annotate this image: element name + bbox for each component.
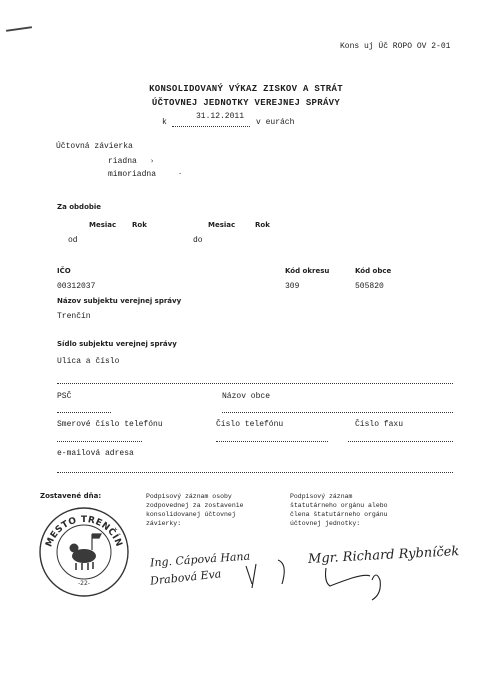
date-dotted-line [172, 126, 250, 127]
checkbox-regular: › [150, 157, 155, 165]
period-label: Za obdobie [57, 203, 102, 211]
date-value: 31.12.2011 [196, 112, 245, 121]
closing-regular: riadna [108, 157, 137, 166]
period-from: od [68, 236, 78, 245]
town-dotted-line [222, 412, 453, 413]
closing-label: Účtovná závierka [56, 142, 133, 151]
period-year-to: Rok [255, 221, 270, 229]
form-code: Kons uj Úč ROPO OV 2-01 [340, 42, 451, 51]
compiled-label: Zostavené dňa: [40, 492, 102, 500]
district-code-label: Kód okresu [285, 267, 330, 275]
statutory-body-label: Podpisový záznam štatutárneho orgánu alebo člena štatutárneho orgánu účtovnej jednotky: [290, 493, 388, 527]
phone-label: Číslo telefónu [216, 420, 284, 429]
area-code-dotted-line [57, 441, 142, 442]
closing-extraordinary: mimoriadna [108, 170, 157, 179]
period-month-to: Mesiac [208, 221, 236, 229]
official-stamp [36, 504, 132, 600]
period-year-from: Rok [132, 221, 147, 229]
psc-dotted-line [57, 412, 111, 413]
municipality-code-label: Kód obce [355, 267, 392, 275]
stamp-number: -22- [78, 580, 90, 587]
district-code-value: 309 [285, 282, 300, 291]
signature-drab: Drabová Eva [149, 567, 222, 588]
svg-text:MESTO TRENČÍN [44, 515, 123, 548]
psc-label: PSČ [57, 392, 72, 401]
ico-label: IČO [57, 267, 71, 275]
stamp-text: MESTO TRENČÍN [44, 514, 124, 549]
street-dotted-line [57, 383, 453, 384]
date-prefix: k [162, 118, 167, 127]
period-month-from: Mesiac [89, 221, 117, 229]
period-to: do [193, 236, 203, 245]
currency-label: v eurách [256, 118, 295, 127]
town-label: Názov obce [222, 392, 271, 401]
area-code-label: Smerové číslo telefónu [57, 420, 163, 429]
title-line-1: KONSOLIDOVANÝ VÝKAZ ZISKOV A STRÁT [149, 84, 343, 94]
signature-rybnicek: Mgr. Richard Rybníček [307, 544, 460, 567]
checkbox-extraordinary: · [178, 170, 183, 178]
fax-label: Číslo faxu [355, 420, 404, 429]
seat-label: Sídlo subjektu verejnej správy [57, 340, 177, 348]
municipality-code-value: 505820 [355, 282, 384, 291]
scan-mark [6, 26, 32, 32]
signature-scribbles [240, 552, 400, 602]
phone-dotted-line [216, 441, 328, 442]
street-label: Ulica a číslo [57, 357, 120, 366]
email-label: e-mailová adresa [57, 449, 134, 458]
email-dotted-line [57, 472, 453, 473]
title-line-2: ÚČTOVNEJ JEDNOTKY VEREJNEJ SPRÁVY [151, 98, 341, 108]
ico-value: 00312037 [57, 282, 96, 291]
entity-name-value: Trenčín [57, 312, 91, 321]
responsible-person-label: Podpisový záznam osoby zodpovednej za zostavenie konsolidovanej účtovnej závierky: [146, 493, 244, 527]
signature-cap: Ing. Cápová Hana [149, 549, 251, 570]
entity-name-label: Názov subjektu verejnej správy [57, 297, 182, 305]
fax-dotted-line [348, 441, 453, 442]
